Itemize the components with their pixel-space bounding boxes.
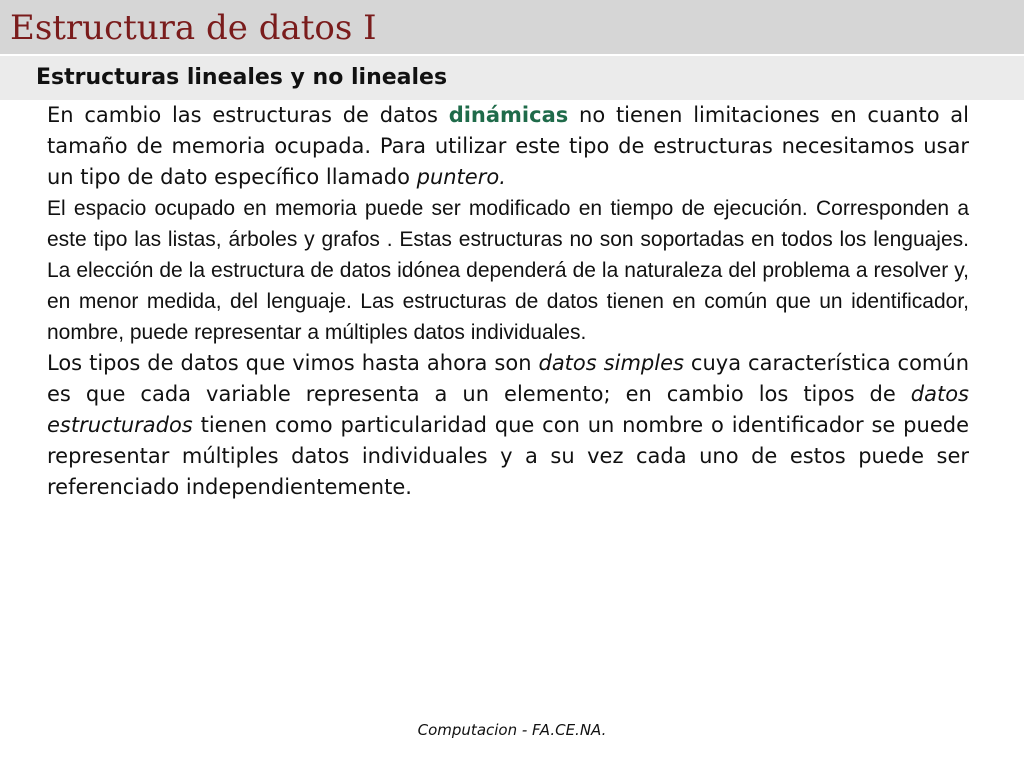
title-bar (0, 0, 1024, 54)
paragraph-memory-space: El espacio ocupado en memoria puede ser modificado en tiempo de ejecución. Corresponden a este tipo las listas, árboles y grafos . Estas estructuras no son soportadas en todos los lenguajes. La elección de la estructura de datos idónea dependerá de la naturaleza del problema a resolver y, en menor medida, del lenguaje. Las estructuras de datos tienen en común que un identificador, nombre, puede representar a múltiples datos individuales. (47, 197, 969, 344)
paragraph-text: En cambio las estructuras de datos (47, 103, 449, 127)
paragraph-text: Los tipos de datos que vimos hasta ahora son (47, 351, 539, 375)
italic-term-datos-estructurados: datos estructurados (47, 382, 969, 437)
subtitle-bar (0, 56, 1024, 100)
slide-title: Estructura de datos I (10, 8, 377, 48)
italic-term-datos-simples: datos simples (538, 351, 684, 375)
slide-subtitle: Estructuras lineales y no lineales (36, 65, 448, 90)
paragraph-dynamic-structures (47, 100, 969, 193)
highlight-term-dinamicas: dinámicas (448, 103, 569, 127)
paragraph-text: tienen como particularidad que con un nombre o identificador se puede representar múltiples datos individuales y a su vez cada uno de estos puede ser referenciado independientemente. (47, 413, 969, 499)
paragraph-data-types (47, 348, 969, 503)
slide-footer: Computacion - FA.CE.NA. (417, 721, 607, 739)
slide-body (47, 100, 969, 503)
paragraph-text: no tienen limitaciones en cuanto al tamaño de memoria ocupada. Para utilizar este tipo de estructuras necesitamos usar un tipo de dato específico llamado (47, 103, 970, 189)
paragraph-text: cuya característica común es que cada variable representa a un elemento; en cambio los tipos de (47, 351, 970, 406)
italic-term-puntero: puntero. (416, 165, 506, 189)
